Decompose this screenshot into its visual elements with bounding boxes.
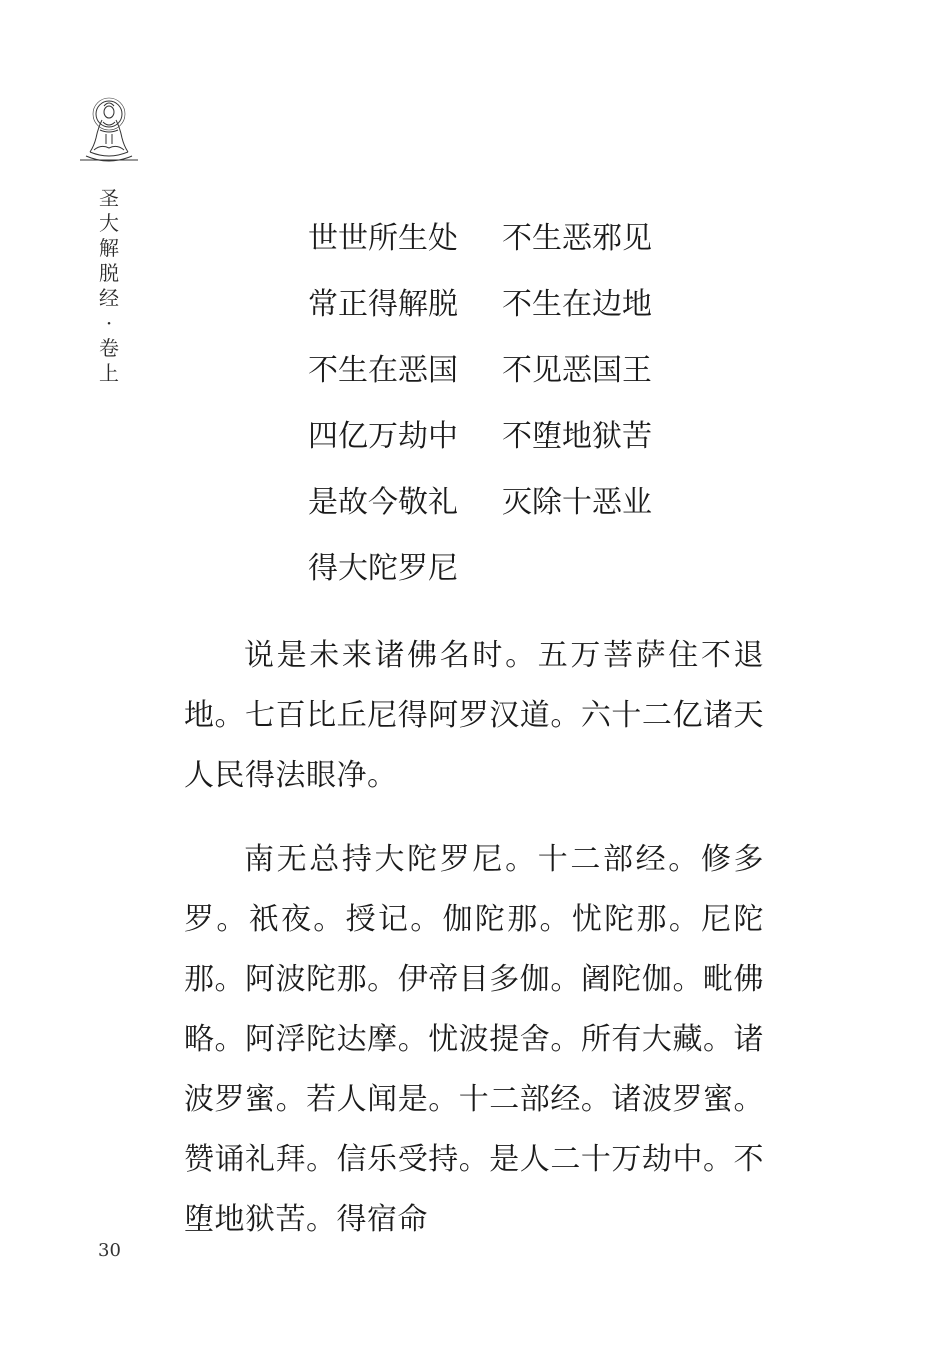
- verse-line: [308, 476, 728, 542]
- verse-line-left: 常正得解脱: [308, 287, 458, 322]
- prose-paragraph: 南无总持大陀罗尼。十二部经。修多罗。祇夜。授记。伽陀那。忧陀那。尼陀那。阿波陀那。伊帝目多伽。阇陀伽。毗佛略。阿浮陀达摩。忧波提舍。所有大藏。诸波罗蜜。若人闻是。十二部经。诸波罗蜜。赞诵礼拜。信乐受持。是人二十万劫中。不堕地狱苦。得宿命: [184, 842, 764, 1237]
- verse-line: [308, 212, 728, 278]
- seated-buddha-icon: [76, 94, 142, 166]
- verse-line-right: 不见恶国王: [502, 353, 652, 388]
- running-title-char: 上: [99, 361, 119, 385]
- running-title: [96, 186, 122, 386]
- prose-paragraph: 说是未来诸佛名时。五万菩萨住不退地。七百比丘尼得阿罗汉道。六十二亿诸天人民得法眼净。: [184, 638, 764, 793]
- verse-line-right: 不生恶邪见: [502, 221, 652, 256]
- running-title-char: ·: [105, 311, 113, 335]
- verse-line-right: 灭除十恶业: [502, 485, 652, 520]
- verse-line-left: 四亿万劫中: [308, 419, 458, 454]
- running-title-char: 大: [99, 211, 119, 235]
- running-title-char: 圣: [99, 186, 119, 210]
- verse-line-left: 是故今敬礼: [308, 485, 458, 520]
- verse-line-left: 世世所生处: [308, 221, 458, 256]
- verse-line: [308, 542, 728, 608]
- verse-line: [308, 410, 728, 476]
- verse-line-left: 得大陀罗尼: [308, 551, 458, 586]
- verse-line-right: 不堕地狱苦: [502, 419, 652, 454]
- running-title-char: 解: [99, 236, 119, 260]
- running-title-char: 脱: [99, 261, 119, 285]
- running-title-char: 经: [99, 286, 119, 310]
- verse-line-right: 不生在边地: [502, 287, 652, 322]
- verse-line: [308, 278, 728, 344]
- verse-line-left: 不生在恶国: [308, 353, 458, 388]
- verse-block: [308, 212, 728, 608]
- running-title-char: 卷: [99, 336, 119, 360]
- page-number: 30: [98, 1240, 121, 1261]
- verse-line: [308, 344, 728, 410]
